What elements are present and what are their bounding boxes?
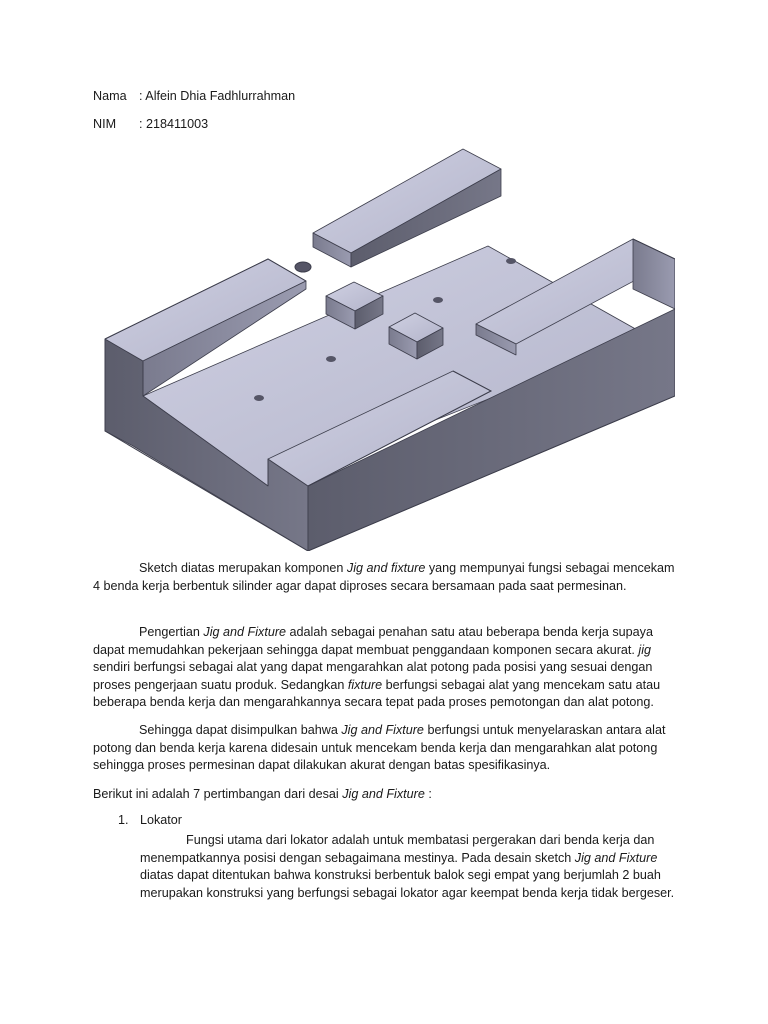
p2-italic-3: fixture	[347, 677, 383, 692]
p1-text-b: yang mempunyai fungsi sebagai mencekam 4 benda kerja berbentuk silinder agar dapat diproses secara bersamaan pada saat permesinan.	[93, 561, 675, 593]
hole-2	[433, 297, 443, 303]
p3-text-b: berfungsi untuk menyelaraskan antara alat potong dan benda kerja karena didesain untuk mencekam benda kerja dan mengarahkan alat potong sehingga proses permesinan dapat dilakukan akurat dengan batas spesifikasinya.	[93, 723, 666, 773]
p2-text-c: sendiri berfungsi sebagai alat yang dapat mengarahkan alat potong pada posisi yang sesuai dengan proses pengerjaan suatu produk. Sedangkan	[93, 660, 653, 692]
p3-italic-1: Jig and Fixture	[341, 723, 424, 737]
hole-1	[506, 258, 516, 264]
p3-text-a: Sehingga dapat disimpulkan bahwa	[139, 723, 342, 737]
nim-label: NIM	[93, 117, 117, 131]
p4-text-b: :	[424, 787, 432, 801]
hole-4	[254, 395, 264, 401]
p2-text-a: Pengertian	[139, 625, 204, 639]
list-title: Lokator	[140, 813, 183, 827]
p2-italic-1: Jig and Fixture	[203, 625, 287, 639]
list-text-b: diatas dapat ditentukan bahwa konstruksi berbentuk balok segi empat yang berjumlah 2 buah merupakan konstruksi yang berfungsi sebagai lokator agar keempat benda kerja tidak bergeser.	[140, 868, 675, 900]
p2-text-b: adalah sebagai penahan satu atau beberapa benda kerja supaya dapat memudahkan pekerjaan sehingga dapat membuat penggandaan komponen secara akurat.	[93, 625, 653, 657]
list-text-a: Fungsi utama dari lokator adalah untuk membatasi pergerakan dari benda kerja dan menempatkannya posisi dengan sebagaimana mestinya. Pada desain sketch	[140, 833, 655, 865]
p4-italic-1: Jig and Fixture	[342, 787, 425, 801]
jig-fixture-figure	[93, 141, 675, 551]
p2-text-d: berfungsi sebagai alat yang mencekam satu atau beberapa benda kerja dan mengarahkannya secara tepat pada proses pemotongan dan alat potong.	[93, 677, 661, 710]
jig-fixture-render	[93, 141, 675, 551]
p2-italic-2: jig	[638, 642, 652, 657]
list-body	[140, 832, 685, 902]
p1-text-a: Sketch diatas merupakan komponen	[139, 561, 347, 575]
list-italic-1: Jig and Fixture	[574, 850, 658, 865]
paragraph-1	[93, 560, 678, 595]
paragraph-4	[93, 786, 678, 804]
name-label: Nama	[93, 89, 127, 103]
list-number: 1.	[118, 813, 129, 827]
paragraph-3	[93, 722, 678, 775]
nim-row	[93, 116, 208, 134]
name-value: : Alfein Dhia Fadhlurrahman	[139, 89, 296, 103]
paragraph-2	[93, 624, 678, 712]
hole-3	[326, 356, 336, 362]
mounting-hole-large	[295, 262, 311, 272]
name-row	[93, 88, 295, 106]
p4-text-a: Berikut ini adalah 7 pertimbangan dari desai	[93, 787, 343, 801]
nim-value: : 218411003	[139, 117, 209, 131]
p1-italic-1: Jig and fixture	[346, 561, 426, 575]
